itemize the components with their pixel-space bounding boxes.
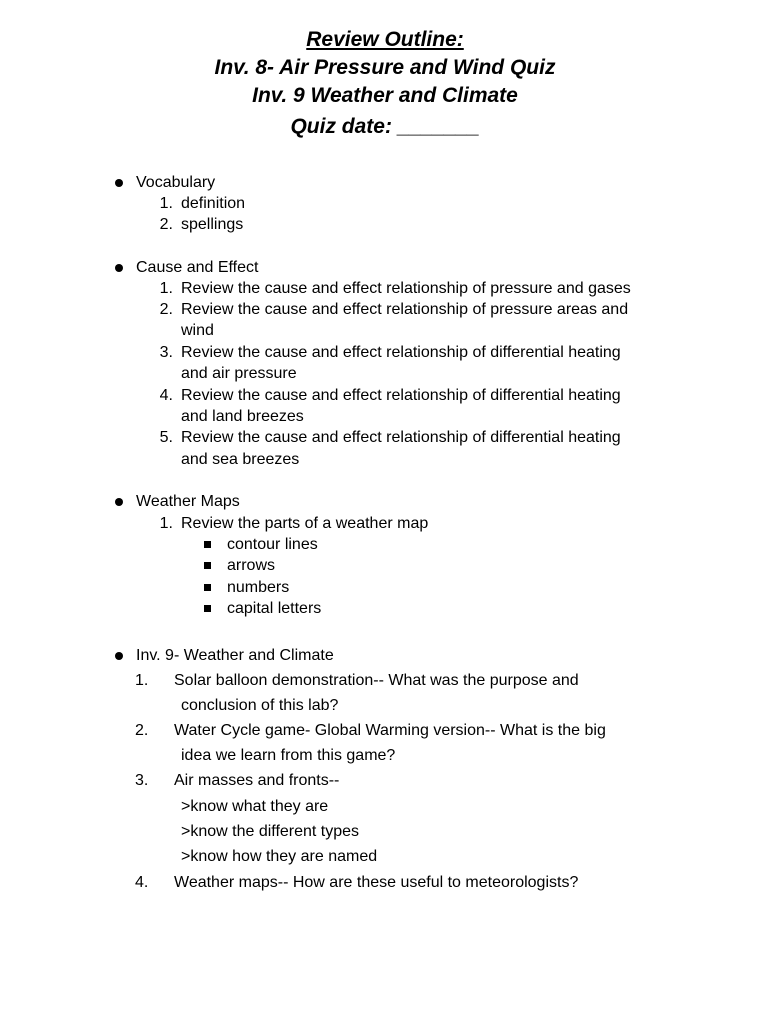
list-item-continuation: and land breezes <box>181 408 304 425</box>
list-number: 1. <box>159 280 173 297</box>
square-bullet <box>204 541 211 548</box>
list-number: 2. <box>159 216 173 233</box>
sub-note: >know the different types <box>181 823 360 840</box>
list-number: 5. <box>159 429 173 446</box>
title-review-outline: Review Outline: <box>306 28 464 51</box>
list-item-continuation: and sea breezes <box>181 451 300 468</box>
square-bullet <box>204 584 211 591</box>
title-inv9: Inv. 9 Weather and Climate <box>252 84 518 107</box>
list-number: 2. <box>135 722 149 739</box>
bullet-vocabulary <box>115 179 123 187</box>
title-inv8: Inv. 8- Air Pressure and Wind Quiz <box>214 56 556 79</box>
list-number: 1. <box>159 515 173 532</box>
list-item-continuation: wind <box>181 322 214 339</box>
list-number: 4. <box>135 874 149 891</box>
list-item: Review the cause and effect relationship of differential heating <box>181 387 621 404</box>
title-block <box>0 26 770 141</box>
list-item: Review the cause and effect relationship of differential heating <box>181 429 621 446</box>
square-bullet <box>204 562 211 569</box>
bullet-cause-effect <box>115 264 123 272</box>
list-number: 3. <box>159 344 173 361</box>
quiz-date: Quiz date: _______ <box>290 115 480 138</box>
list-item: Air masses and fronts-- <box>174 772 340 789</box>
list-item: Review the cause and effect relationship of differential heating <box>181 344 621 361</box>
list-item: Water Cycle game- Global Warming version-- What is the big <box>174 722 606 739</box>
sub-note: >know what they are <box>181 798 329 815</box>
sub-list-item: contour lines <box>227 536 318 553</box>
sub-list-item: arrows <box>227 557 276 574</box>
list-item: Review the cause and effect relationship of pressure areas and <box>181 301 629 318</box>
list-number: 4. <box>159 387 173 404</box>
list-number: 2. <box>159 301 173 318</box>
list-item: Review the cause and effect relationship of pressure and gases <box>181 280 631 297</box>
bullet-inv9 <box>115 652 123 660</box>
list-item-continuation: and air pressure <box>181 365 297 382</box>
bullet-weather-maps <box>115 498 123 506</box>
list-item: Solar balloon demonstration-- What was the purpose and <box>174 672 579 689</box>
list-item: Review the parts of a weather map <box>181 515 429 532</box>
heading-inv9: Inv. 9- Weather and Climate <box>136 647 334 664</box>
list-number: 1. <box>159 195 173 212</box>
sub-list-item: numbers <box>227 579 290 596</box>
list-item: spellings <box>181 216 244 233</box>
list-number: 1. <box>135 672 149 689</box>
list-item: definition <box>181 195 246 212</box>
list-item: Weather maps-- How are these useful to meteorologists? <box>174 874 579 891</box>
list-item-continuation: conclusion of this lab? <box>181 697 339 714</box>
heading-vocabulary: Vocabulary <box>136 174 216 191</box>
list-item-continuation: idea we learn from this game? <box>181 747 396 764</box>
sub-note: >know how they are named <box>181 848 378 865</box>
heading-cause-effect: Cause and Effect <box>136 259 259 276</box>
sub-list-item: capital letters <box>227 600 322 617</box>
square-bullet <box>204 605 211 612</box>
heading-weather-maps: Weather Maps <box>136 493 240 510</box>
list-number: 3. <box>135 772 149 789</box>
